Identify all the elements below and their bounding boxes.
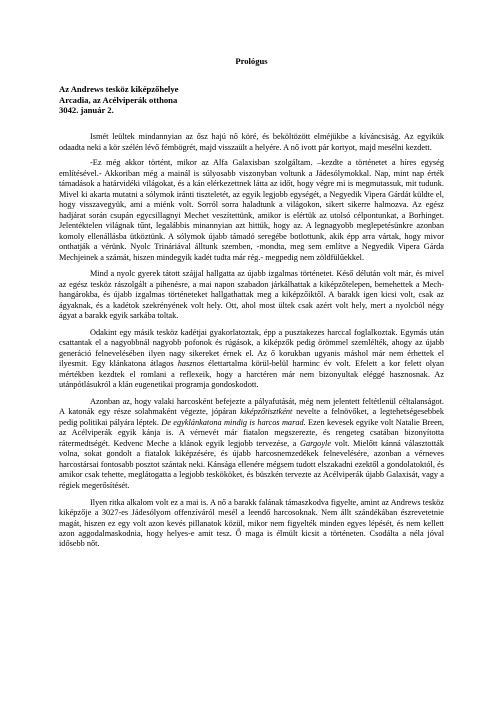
paragraph-text: élettartalma körül-belül harminc év volt. Efelett a kor felett olyan mértékben kezdtek el romlani a reflexeik, hogy a harctéren már nem bizonyultak eléggé hasznosnak. Az utánpótlásukról a klán eugenetikai programja gondoskodott. bbox=[59, 359, 444, 390]
paragraph bbox=[59, 158, 444, 263]
paragraph-text: -Ez még akkor történt, mikor az Alfa Galaxisban szolgáltam. –kezdte a történetet a híres egység említésével.- Akkoriban még a mainál is súlyosabb viszonyban voltunk a Jádesólymokkal. Nap, mint nap érték támadások a határvidéki világokat, és a kán elérkezettnek látta az időt, hogy végre mi is megmutassuk, mit tudunk. Mivel ki akarta mutatni a sólymok iránti tiszteletét, az egyik legjobb egységét, a Negyedik Vipera Gárdát küldte el, hogy visszavegyük, ami a miénk volt. Sorról sorra haladtunk a világokon, sikert sikerre halmozva. Az egész hadjárat során csupán egycsillagnyi Mechet veszítettünk, amikor is elértük az utolsó célpontunkat, a Borhinget. Jelentéktelen világnak tűnt, legalábbis minannyian azt hittük, hogy az. A legnagyobb meglepetésünkre azonban komoly ellenállásba ütköztünk. A sólymok újabb támadó seregébe botlottunk, akik épp arra vártak, hogy mivor onthatják a vérünk. Nyolc Trináriával álltunk szemben, -mondta, meg sem említve a Negyedik Vipera Gárda Mechjeinek a számát, hiszen mindegyik kadét tudta már rég.- megpedig nem zöldfülűekkel. bbox=[59, 158, 444, 262]
paragraph bbox=[59, 498, 444, 550]
paragraph-text: Ilyen ritka alkalom volt ez a mai is. A nő a barakk falának támaszkodva figyelte, amint az Andrews tesköz kiképzője a 3027-es Jádesólyom offenzíváról mesél a leendő harcosoknak. Nem állt szándékában észrevetetnie magát, hiszen ez egy volt azon kevés pillanatok közül, mikor nem figyelték minden egyes lépését, és nem kellett azon aggodalmaskodnia, hogy helyes-e amit tesz. Ő maga is élmült kicsit a történeten. Csodálta a néla jóval idősebb nőt. bbox=[59, 497, 444, 549]
heading-line-3: 3042. január 2. bbox=[59, 105, 114, 116]
italic-text: Gargoyle bbox=[299, 438, 331, 448]
paragraph-text: Azonban az, hogy valaki harcosként befejezte a pályafutását, még nem jelentett feltétlenül céltalanságot. A katonák egy része solahmaként végezte, jópáran bbox=[59, 397, 444, 417]
paragraph-text: volt. Mielőtt kánná választották volna, sokat gondolt a fiatalok kiképzésére, és újabb harcosnemzedékek felnevelésére, azonban a vérneves harcostársai fontosabb posztot szántak neki. Kánsága ellenére mégsem tudott elszakadni ezektől a gondolatoktól, és amikor csak tehette, meglátogatta a legjobb teskököket, és büszkén tervezte az Acélviperák újabb Galaxisát, vagy a régiek megerősítését. bbox=[59, 438, 444, 490]
body-text bbox=[59, 132, 444, 550]
italic-text: kiképzőtisztként bbox=[240, 407, 293, 417]
italic-text: hasznos bbox=[177, 359, 205, 369]
heading-line-1: Az Andrews tesköz kiképzőhelye bbox=[59, 84, 179, 94]
paragraph-text: Mind a nyolc gyerek tátott szájjal hallgatta az újabb izgalmas történetet. Késő délután volt már, és mivel az egész tesköz rászolgált a pihenésre, a mai napon szabadon járkálhattak a kiképzőtelepen, bemehettek a Mech-hangárokba, és újabb izgalmas történeteket hallgathattak meg a kiképzőiktől. A barakk igen kicsi volt, csak az ágyaknak, és a kadétok szekrényének volt hely. Ott, ahol most ültek csak azért volt hely, mert a nyolcból négy ágyat a barakk egyik sarkába toltak. bbox=[59, 269, 444, 321]
paragraph-text: Odakint egy másik tesköz kadétjai gyakorlatoztak, épp a pusztakezes harccal foglalkoztak. Egymás után csattantak el a nagyobbnál nagyobb pofonok és rúgások, a kiképzők pedig örömmel szemlélték, ahogy az újabb generáció felnevelésében ilyen nagy sikereket érnek el. Az ő korukban ugyanis máshol már nem érhettek el ilyesmit. Egy klánkatona átlagos bbox=[59, 327, 444, 369]
paragraph-text: nevelte a felnövőket, a legtehetségesebbek pedig politikai pályára léptek. bbox=[59, 407, 444, 427]
italic-text: De egyklánkatona mindig is harcos marad. bbox=[161, 417, 306, 427]
paragraph-text: Ezen kevesek egyike volt Natalie Breen, az Acélviperák egyik kánja is. A vérnevét már fiatalon megszerezte, és rengeteg csatában bizonyította rátermedtségét. Kedvenc Meche a klánok egyik legjobb tervezése, a bbox=[59, 417, 444, 448]
heading-line-2: Arcadia, az Acélviperák otthona bbox=[59, 94, 178, 105]
paragraph bbox=[59, 132, 444, 153]
paragraph bbox=[59, 328, 444, 391]
paragraph bbox=[59, 269, 444, 321]
location-heading bbox=[59, 84, 444, 116]
paragraph bbox=[59, 397, 444, 491]
page-title: Prológus bbox=[235, 56, 268, 66]
paragraph-text: Ismét leültek mindannyian az ősz hajú nő köré, és beköltözött elméjükbe a kíváncsiság. Az egyikük odaadta neki a kör szélén lévő fémbögrét, majd visszaült a helyére. A nő ivott pár kortyot, majd mesélni kezdett. bbox=[59, 132, 444, 152]
